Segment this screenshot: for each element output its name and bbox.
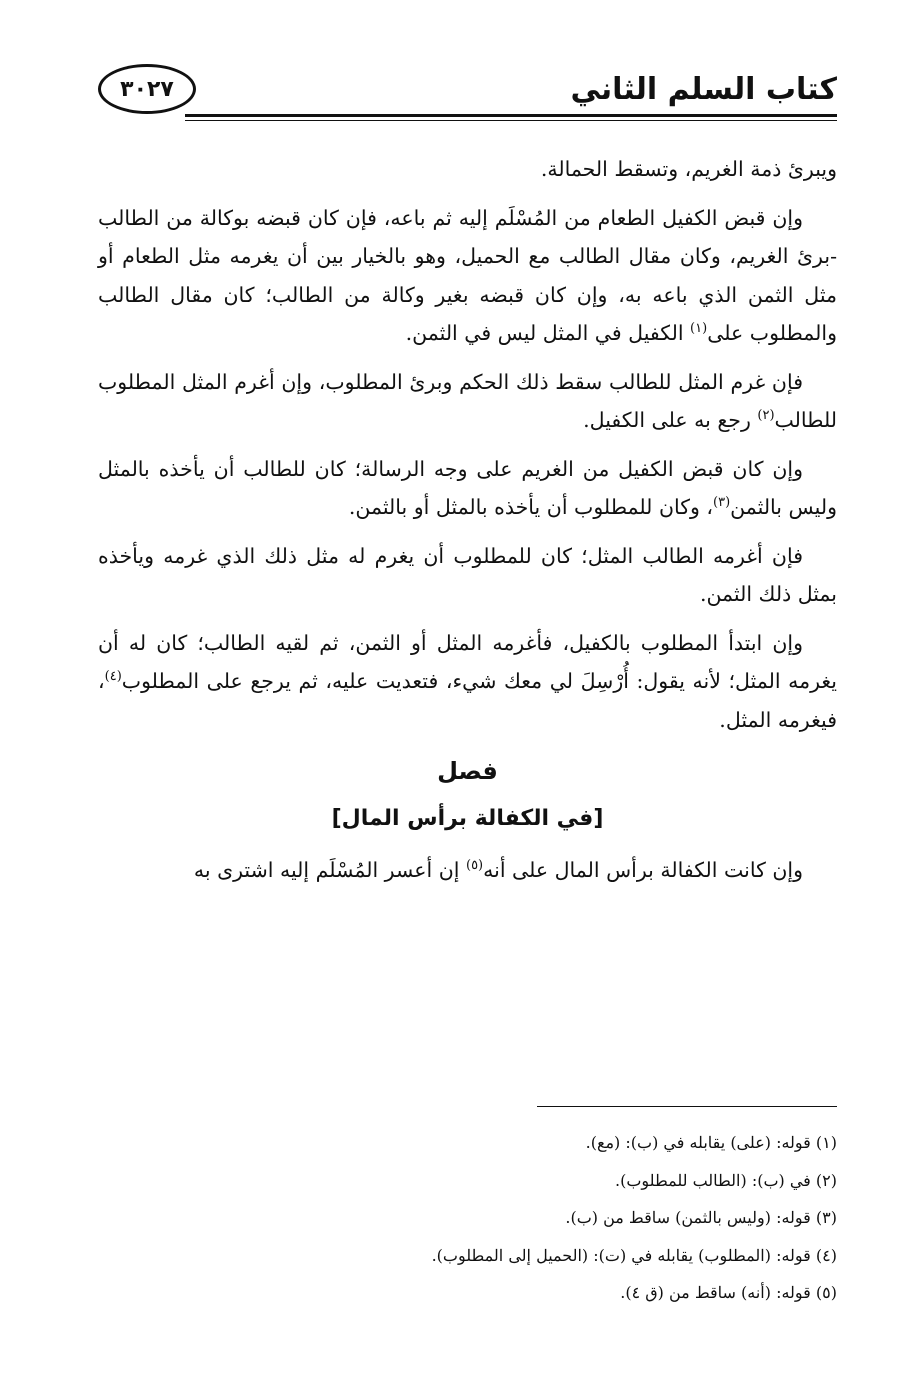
paragraph-3 [98, 363, 837, 440]
paragraph-5 [98, 537, 837, 614]
paragraph-text: ، فيغرمه المثل. [98, 669, 837, 732]
paragraph-text: وإن قبض الكفيل الطعام من المُسْلَم إليه ثم باعه، فإن كان قبضه بوكالة من الطالب -برئ الغريم، وكان مقال الطالب مع الحميل، وهو بالخيار بين أن يغرمه مثل الطعام أو مثل الثمن الذي باعه به، وإن كان قبضه بغير وكالة من الطالب؛ كان مقال الطالب والمطلوب على [98, 205, 837, 345]
footnote-ref-1: (١) [690, 321, 708, 336]
footnote-ref-5: (٥) [465, 858, 484, 873]
paragraph-text: فإن أغرمه الطالب المثل؛ كان للمطلوب أن يغرم له مثل ذلك الذي غرمه ويأخذه بمثل ذلك الثمن. [98, 543, 837, 606]
paragraph-text: الكفيل في المثل ليس في الثمن. [405, 321, 691, 345]
paragraph-text: فإن غرم المثل للطالب سقط ذلك الحكم وبرئ المطلوب، وإن أغرم المثل المطلوب للطالب [98, 369, 837, 432]
footnote-4: (٤) قوله: (المطلوب) يقابله في (ت): (الحميل إلى المطلوب). [431, 1245, 837, 1265]
paragraph-text: وإن كان قبض الكفيل من الغريم على وجه الرسالة؛ كان للطالب أن يأخذه بالمثل وليس بالثمن [98, 456, 837, 519]
paragraph-1 [98, 150, 837, 189]
footnote-ref-4: (٤) [104, 669, 122, 684]
footnote-3: (٣) قوله: (وليس بالثمن) ساقط من (ب). [565, 1208, 837, 1227]
paragraph-text: وإن ابتدأ المطلوب بالكفيل، فأغرمه المثل أو الثمن، ثم لقيه الطالب؛ كان له أن يغرمه المثل؛ لأنه يقول: أُرْسِلَ لي معك شيء، فتعديت عليه، ثم يرجع على المطلوب [98, 630, 837, 693]
paragraph-2 [98, 199, 837, 353]
main-text [98, 150, 837, 900]
header-rule-thin [185, 120, 837, 121]
page-number-badge: ٣٠٢٧ [98, 64, 196, 114]
footnote-1: (١) قوله: (على) يقابله في (ب): (مع). [585, 1133, 837, 1152]
footnote-2: (٢) في (ب): (الطالب للمطلوب). [615, 1170, 837, 1190]
book-title: كتاب السلم الثاني [570, 72, 837, 107]
paragraph-text: وإن كانت الكفالة برأس المال على أنه [483, 858, 803, 882]
footnote-ref-2: (٢) [757, 408, 775, 423]
footnote-5: (٥) قوله: (أنه) ساقط من (ق ٤). [620, 1283, 837, 1302]
section-heading: فصل [437, 757, 498, 785]
page-header [90, 58, 837, 120]
header-rule [185, 114, 837, 117]
footnotes-list [98, 1124, 837, 1312]
paragraph-4 [98, 450, 837, 527]
footnote-separator [537, 1106, 837, 1107]
section-paragraph [98, 851, 837, 890]
footnote-ref-3: (٣) [713, 495, 731, 510]
paragraph-text: ويبرئ ذمة الغريم، وتسقط الحمالة. [540, 157, 837, 181]
paragraph-text: إن أعسر المُسْلَم إليه اشترى به [193, 858, 466, 882]
section-subheading: [في الكفالة برأس المال] [331, 806, 604, 831]
paragraph-6 [98, 624, 837, 740]
paragraph-text: رجع به على الكفيل. [583, 408, 758, 432]
paragraph-text: ، وكان للمطلوب أن يأخذه بالمثل أو بالثمن. [348, 495, 714, 519]
